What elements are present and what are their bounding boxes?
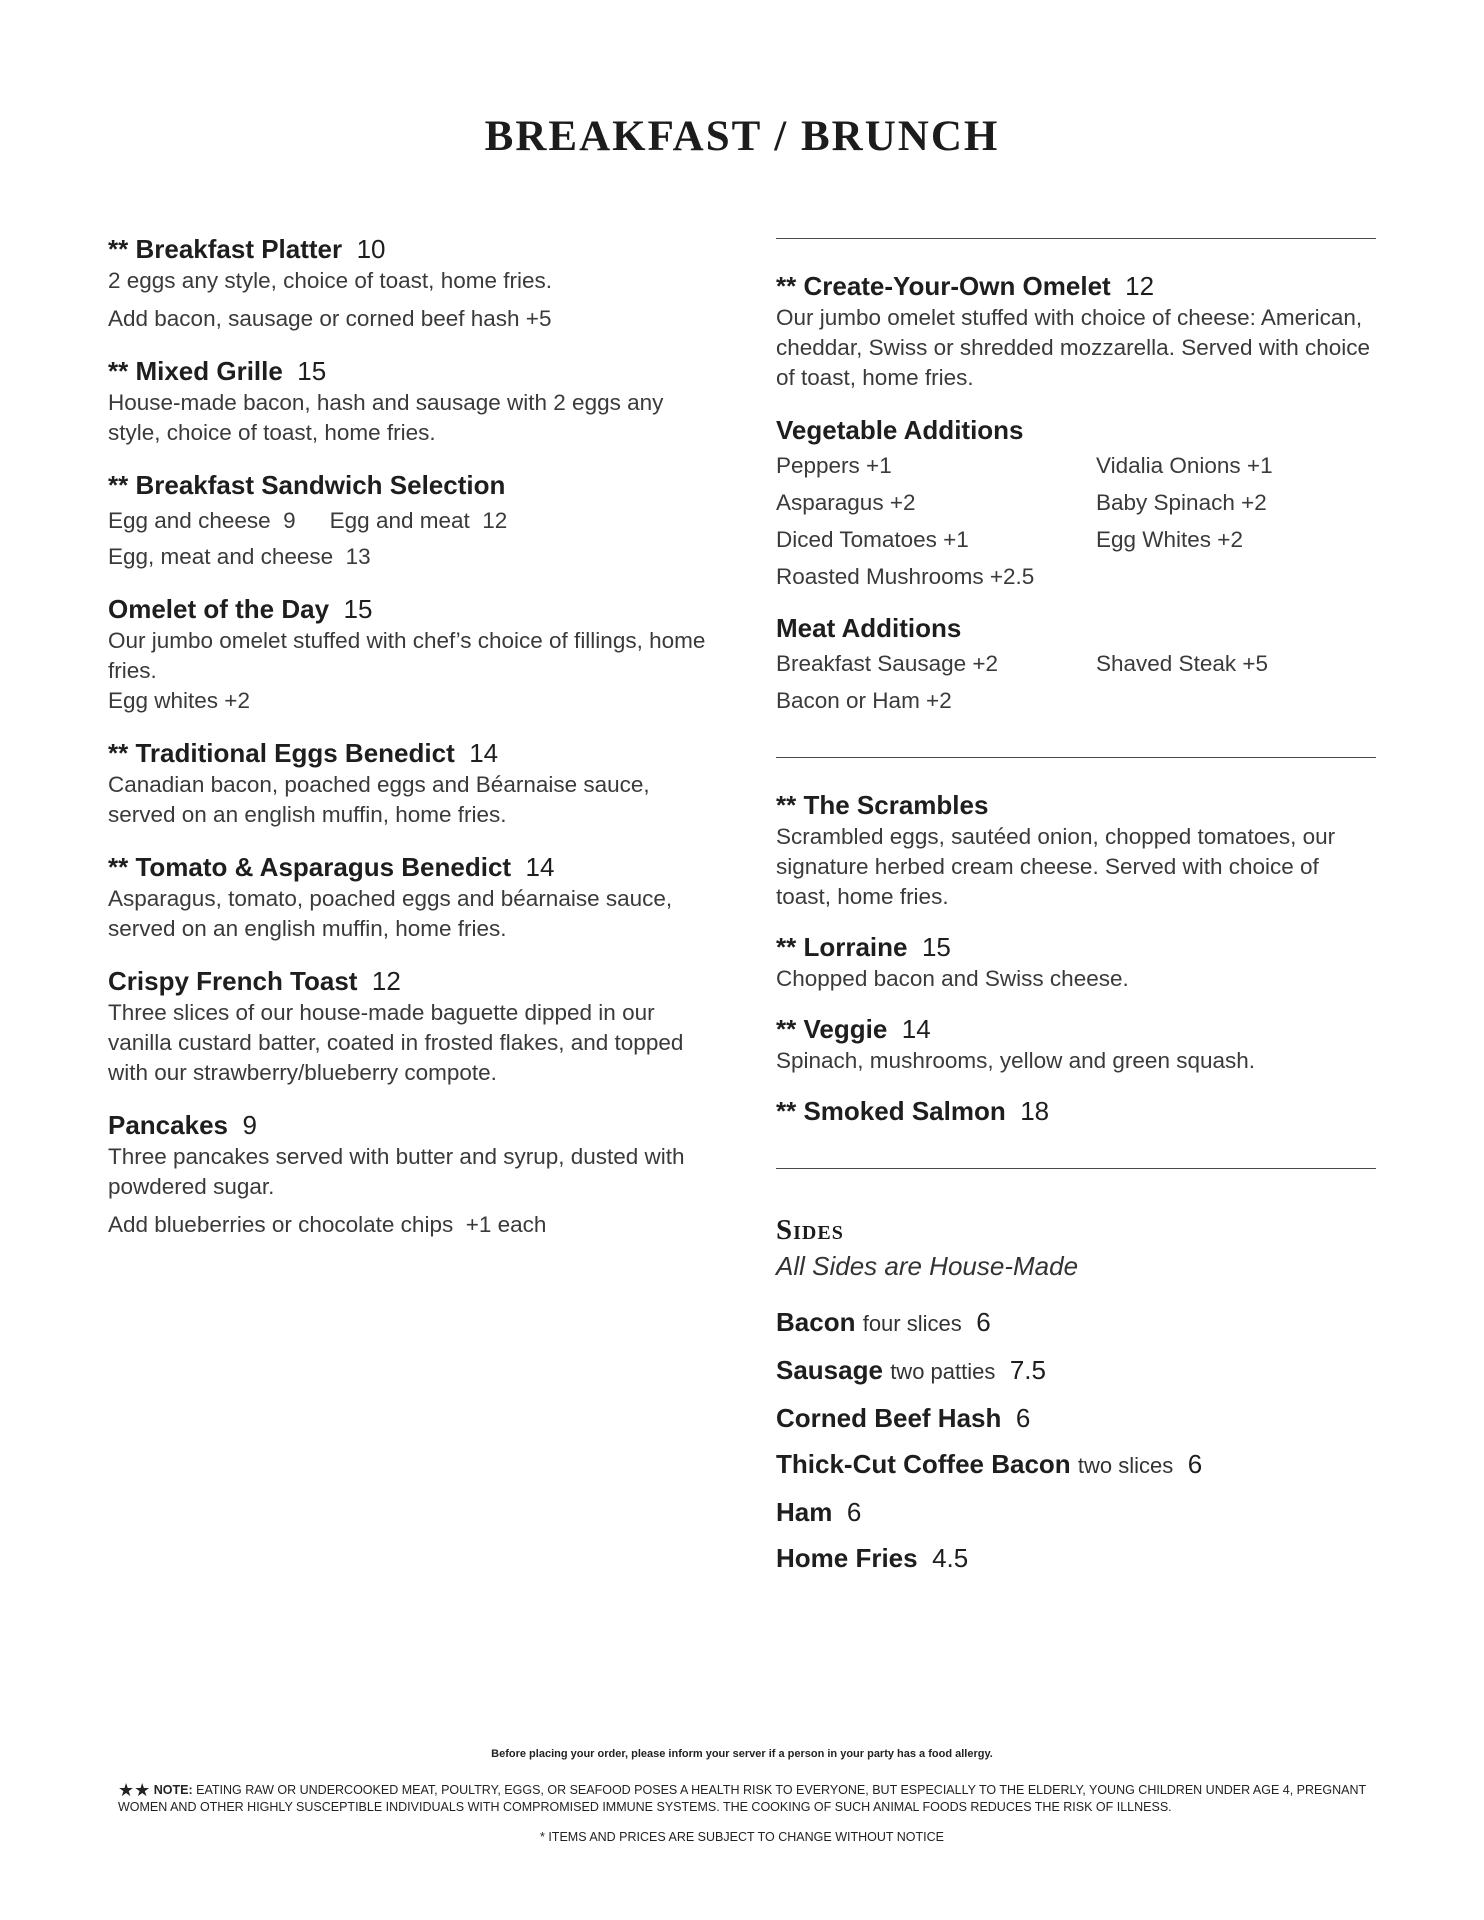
item-price: 10 <box>356 234 386 264</box>
menu-item-create-omelet <box>776 269 1376 393</box>
divider <box>776 1168 1376 1169</box>
stars-icon: ★★ <box>118 1780 151 1800</box>
vegetable-additions <box>776 413 1376 595</box>
item-price: 15 <box>343 594 373 624</box>
side-item: Thick-Cut Coffee Bacon two slices 6 <box>776 1449 1203 1479</box>
note-text: EATING RAW OR UNDERCOOKED MEAT, POULTRY, EGGS, OR SEAFOOD POSES A HEALTH RISK TO EVERYONE, BUT ESPECIALLY TO THE ELDERLY, YOUNG CHILDREN UNDER AGE 4, PREGNANT WOMEN AND OTHER HIGHLY SUSCEPTIBLE INDIVIDUALS WITH COMPROMISED IMMUNE SYSTEMS. THE COOKING OF SUCH ANIMAL FOODS REDUCES THE RISK OF ILLNESS. <box>118 1783 1366 1814</box>
addition-item: Peppers +1 <box>776 453 892 478</box>
item-name: ** Tomato & Asparagus Benedict 14 <box>108 852 555 882</box>
menu-item-lorraine <box>776 930 1376 994</box>
addition-item: Diced Tomatoes +1 <box>776 527 969 552</box>
item-description: Three slices of our house-made baguette dipped in our vanilla custard batter, coated in frosted flakes, and topped with our strawberry/blueberry compote. <box>108 1000 684 1085</box>
item-description: Chopped bacon and Swiss cheese. <box>776 966 1129 991</box>
sides-heading: Sides <box>776 1214 844 1246</box>
addition-item: Shaved Steak +5 <box>1096 651 1269 676</box>
item-name: ** Veggie 14 <box>776 1014 931 1044</box>
addition-item: Bacon or Ham +2 <box>776 688 952 713</box>
item-addon: Add blueberries or chocolate chips +1 each <box>108 1212 547 1237</box>
menu-item-french-toast <box>108 964 708 1088</box>
item-name: Omelet of the Day 15 <box>108 594 373 624</box>
side-item: Ham 6 <box>776 1497 862 1527</box>
menu-item-omelet-of-the-day <box>108 592 708 716</box>
item-description: Three pancakes served with butter and syrup, dusted with powdered sugar. <box>108 1144 685 1199</box>
section-heading: Vegetable Additions <box>776 415 1024 445</box>
allergy-notice: Before placing your order, please inform your server if a person in your party has a food allergy. <box>491 1748 993 1760</box>
menu-item-mixed-grille <box>108 354 708 448</box>
sandwich-option: Egg and meat 12 <box>329 508 508 533</box>
item-description: Canadian bacon, poached eggs and Béarnaise sauce, served on an english muffin, home fries. <box>108 772 650 827</box>
menu-item-tomato-asparagus-benedict <box>108 850 708 944</box>
sandwich-options-row <box>108 506 708 536</box>
health-note <box>118 1782 1368 1816</box>
addition-item: Egg Whites +2 <box>1096 527 1243 552</box>
meat-additions <box>776 611 1376 719</box>
note-label: NOTE: <box>153 1783 193 1797</box>
page-title: BREAKFAST / BRUNCH <box>484 113 1000 160</box>
menu-item-breakfast-sandwich <box>108 468 708 572</box>
item-price: 15 <box>921 932 951 962</box>
menu-item-veggie <box>776 1012 1376 1076</box>
sandwich-option: Egg, meat and cheese 13 <box>108 544 371 569</box>
item-name: ** Traditional Eggs Benedict 14 <box>108 738 499 768</box>
side-item: Home Fries 4.5 <box>776 1543 969 1573</box>
divider <box>776 757 1376 758</box>
sides-section <box>776 1213 1376 1581</box>
item-description: 2 eggs any style, choice of toast, home fries. <box>108 268 552 293</box>
item-price: 9 <box>242 1110 257 1140</box>
menu-item-eggs-benedict <box>108 736 708 830</box>
item-addon: Egg whites +2 <box>108 688 250 713</box>
addition-item: Asparagus +2 <box>776 490 916 515</box>
item-addon: Add bacon, sausage or corned beef hash +5 <box>108 306 552 331</box>
item-description: House-made bacon, hash and sausage with 2 eggs any style, choice of toast, home fries. <box>108 390 664 445</box>
item-description: Our jumbo omelet stuffed with chef’s choice of fillings, home fries. <box>108 628 706 683</box>
item-price: 14 <box>901 1014 931 1044</box>
item-description: Our jumbo omelet stuffed with choice of cheese: American, cheddar, Swiss or shredded mozzarella. Served with choice of toast, home fries. <box>776 305 1371 390</box>
side-item: Bacon four slices 6 <box>776 1307 991 1337</box>
divider <box>776 238 1376 239</box>
item-name: ** Smoked Salmon 18 <box>776 1096 1050 1126</box>
addition-item: Vidalia Onions +1 <box>1096 453 1273 478</box>
addition-item: Breakfast Sausage +2 <box>776 651 999 676</box>
item-price: 18 <box>1020 1096 1050 1126</box>
item-price: 15 <box>297 356 327 386</box>
item-price: 12 <box>371 966 401 996</box>
item-price: 14 <box>469 738 499 768</box>
item-name: ** The Scrambles <box>776 790 989 820</box>
right-menu-column <box>776 238 1376 1581</box>
item-name: ** Lorraine 15 <box>776 932 951 962</box>
sandwich-option: Egg and cheese 9 <box>108 508 296 533</box>
addition-item: Roasted Mushrooms +2.5 <box>776 564 1035 589</box>
section-heading: Meat Additions <box>776 613 962 643</box>
item-name: ** Breakfast Sandwich Selection <box>108 470 506 500</box>
sides-subtitle: All Sides are House-Made <box>776 1251 1079 1281</box>
price-change-notice: * ITEMS AND PRICES ARE SUBJECT TO CHANGE WITHOUT NOTICE <box>540 1830 944 1844</box>
menu-item-scrambles <box>776 788 1376 912</box>
menu-item-smoked-salmon <box>776 1094 1376 1128</box>
item-price: 14 <box>525 852 555 882</box>
side-item: Sausage two patties 7.5 <box>776 1355 1046 1385</box>
item-name: Crispy French Toast 12 <box>108 966 401 996</box>
item-name: ** Mixed Grille 15 <box>108 356 327 386</box>
menu-item-breakfast-platter <box>108 232 708 334</box>
side-item: Corned Beef Hash 6 <box>776 1403 1031 1433</box>
item-price: 12 <box>1125 271 1155 301</box>
item-description: Spinach, mushrooms, yellow and green squash. <box>776 1048 1256 1073</box>
item-description: Asparagus, tomato, poached eggs and béarnaise sauce, served on an english muffin, home fries. <box>108 886 673 941</box>
item-name: Pancakes 9 <box>108 1110 257 1140</box>
item-description: Scrambled eggs, sautéed onion, chopped tomatoes, our signature herbed cream cheese. Served with choice of toast, home fries. <box>776 824 1336 909</box>
left-menu-column <box>108 232 708 1260</box>
item-name: ** Breakfast Platter 10 <box>108 234 386 264</box>
item-name: ** Create-Your-Own Omelet 12 <box>776 271 1155 301</box>
addition-item: Baby Spinach +2 <box>1096 490 1267 515</box>
menu-item-pancakes <box>108 1108 708 1240</box>
